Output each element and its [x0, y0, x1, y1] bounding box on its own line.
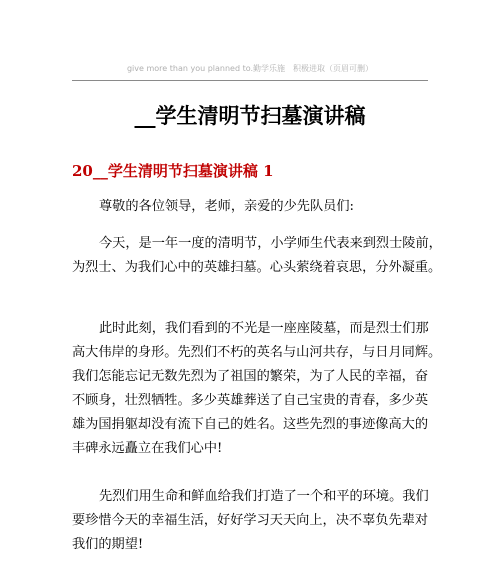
- greeting-paragraph: [72, 195, 432, 219]
- paragraph-3-line: 先烈们用生命和鲜血给我们打造了一个和平的环境。我们: [99, 489, 429, 504]
- paragraph-2-line: 高大伟岸的身形。先烈们不朽的英名与山河共存，与日月同辉。: [72, 345, 442, 360]
- paragraph-2: [72, 317, 442, 461]
- paragraph-2-line: 雄为国捐躯却没有流下自己的姓名。这些先烈的事迹像高大的: [72, 417, 429, 432]
- header-divider: [72, 80, 428, 81]
- document-title: __学生清明节扫墓演讲稿: [134, 103, 366, 128]
- paragraph-1-line: 今天，是一年一度的清明节，小学师生代表来到烈士陵前，: [99, 236, 442, 251]
- paragraph-3: [72, 485, 432, 557]
- paragraph-1: [72, 232, 442, 280]
- section-heading: 20__学生清明节扫墓演讲稿 1: [72, 162, 274, 180]
- paragraph-2-line: 丰碑永远矗立在我们心中!: [72, 441, 223, 456]
- paragraph-3-line: 我们的期望!: [72, 537, 144, 552]
- paragraph-1-line: 为烈士、为我们心中的英雄扫墓。心头萦绕着哀思，分外凝重。: [72, 260, 442, 275]
- paragraph-2-line: 我们怎能忘记无数先烈为了祖国的繁荣，为了人民的幸福，奋: [72, 369, 429, 384]
- page-header-watermark: give more than you planned to.勤学乐施 积极进取（页眉可删）: [126, 64, 374, 73]
- paragraph-3-line: 要珍惜今天的幸福生活，好好学习天天向上，决不辜负先辈对: [72, 513, 429, 528]
- paragraph-2-line: 此时此刻，我们看到的不光是一座座陵墓，而是烈士们那: [99, 321, 429, 336]
- paragraph-2-line: 不顾身，壮烈牺牲。多少英雄葬送了自己宝贵的青春，多少英: [72, 393, 429, 408]
- greeting-text: 尊敬的各位领导，老师，亲爱的少先队员们:: [99, 199, 355, 214]
